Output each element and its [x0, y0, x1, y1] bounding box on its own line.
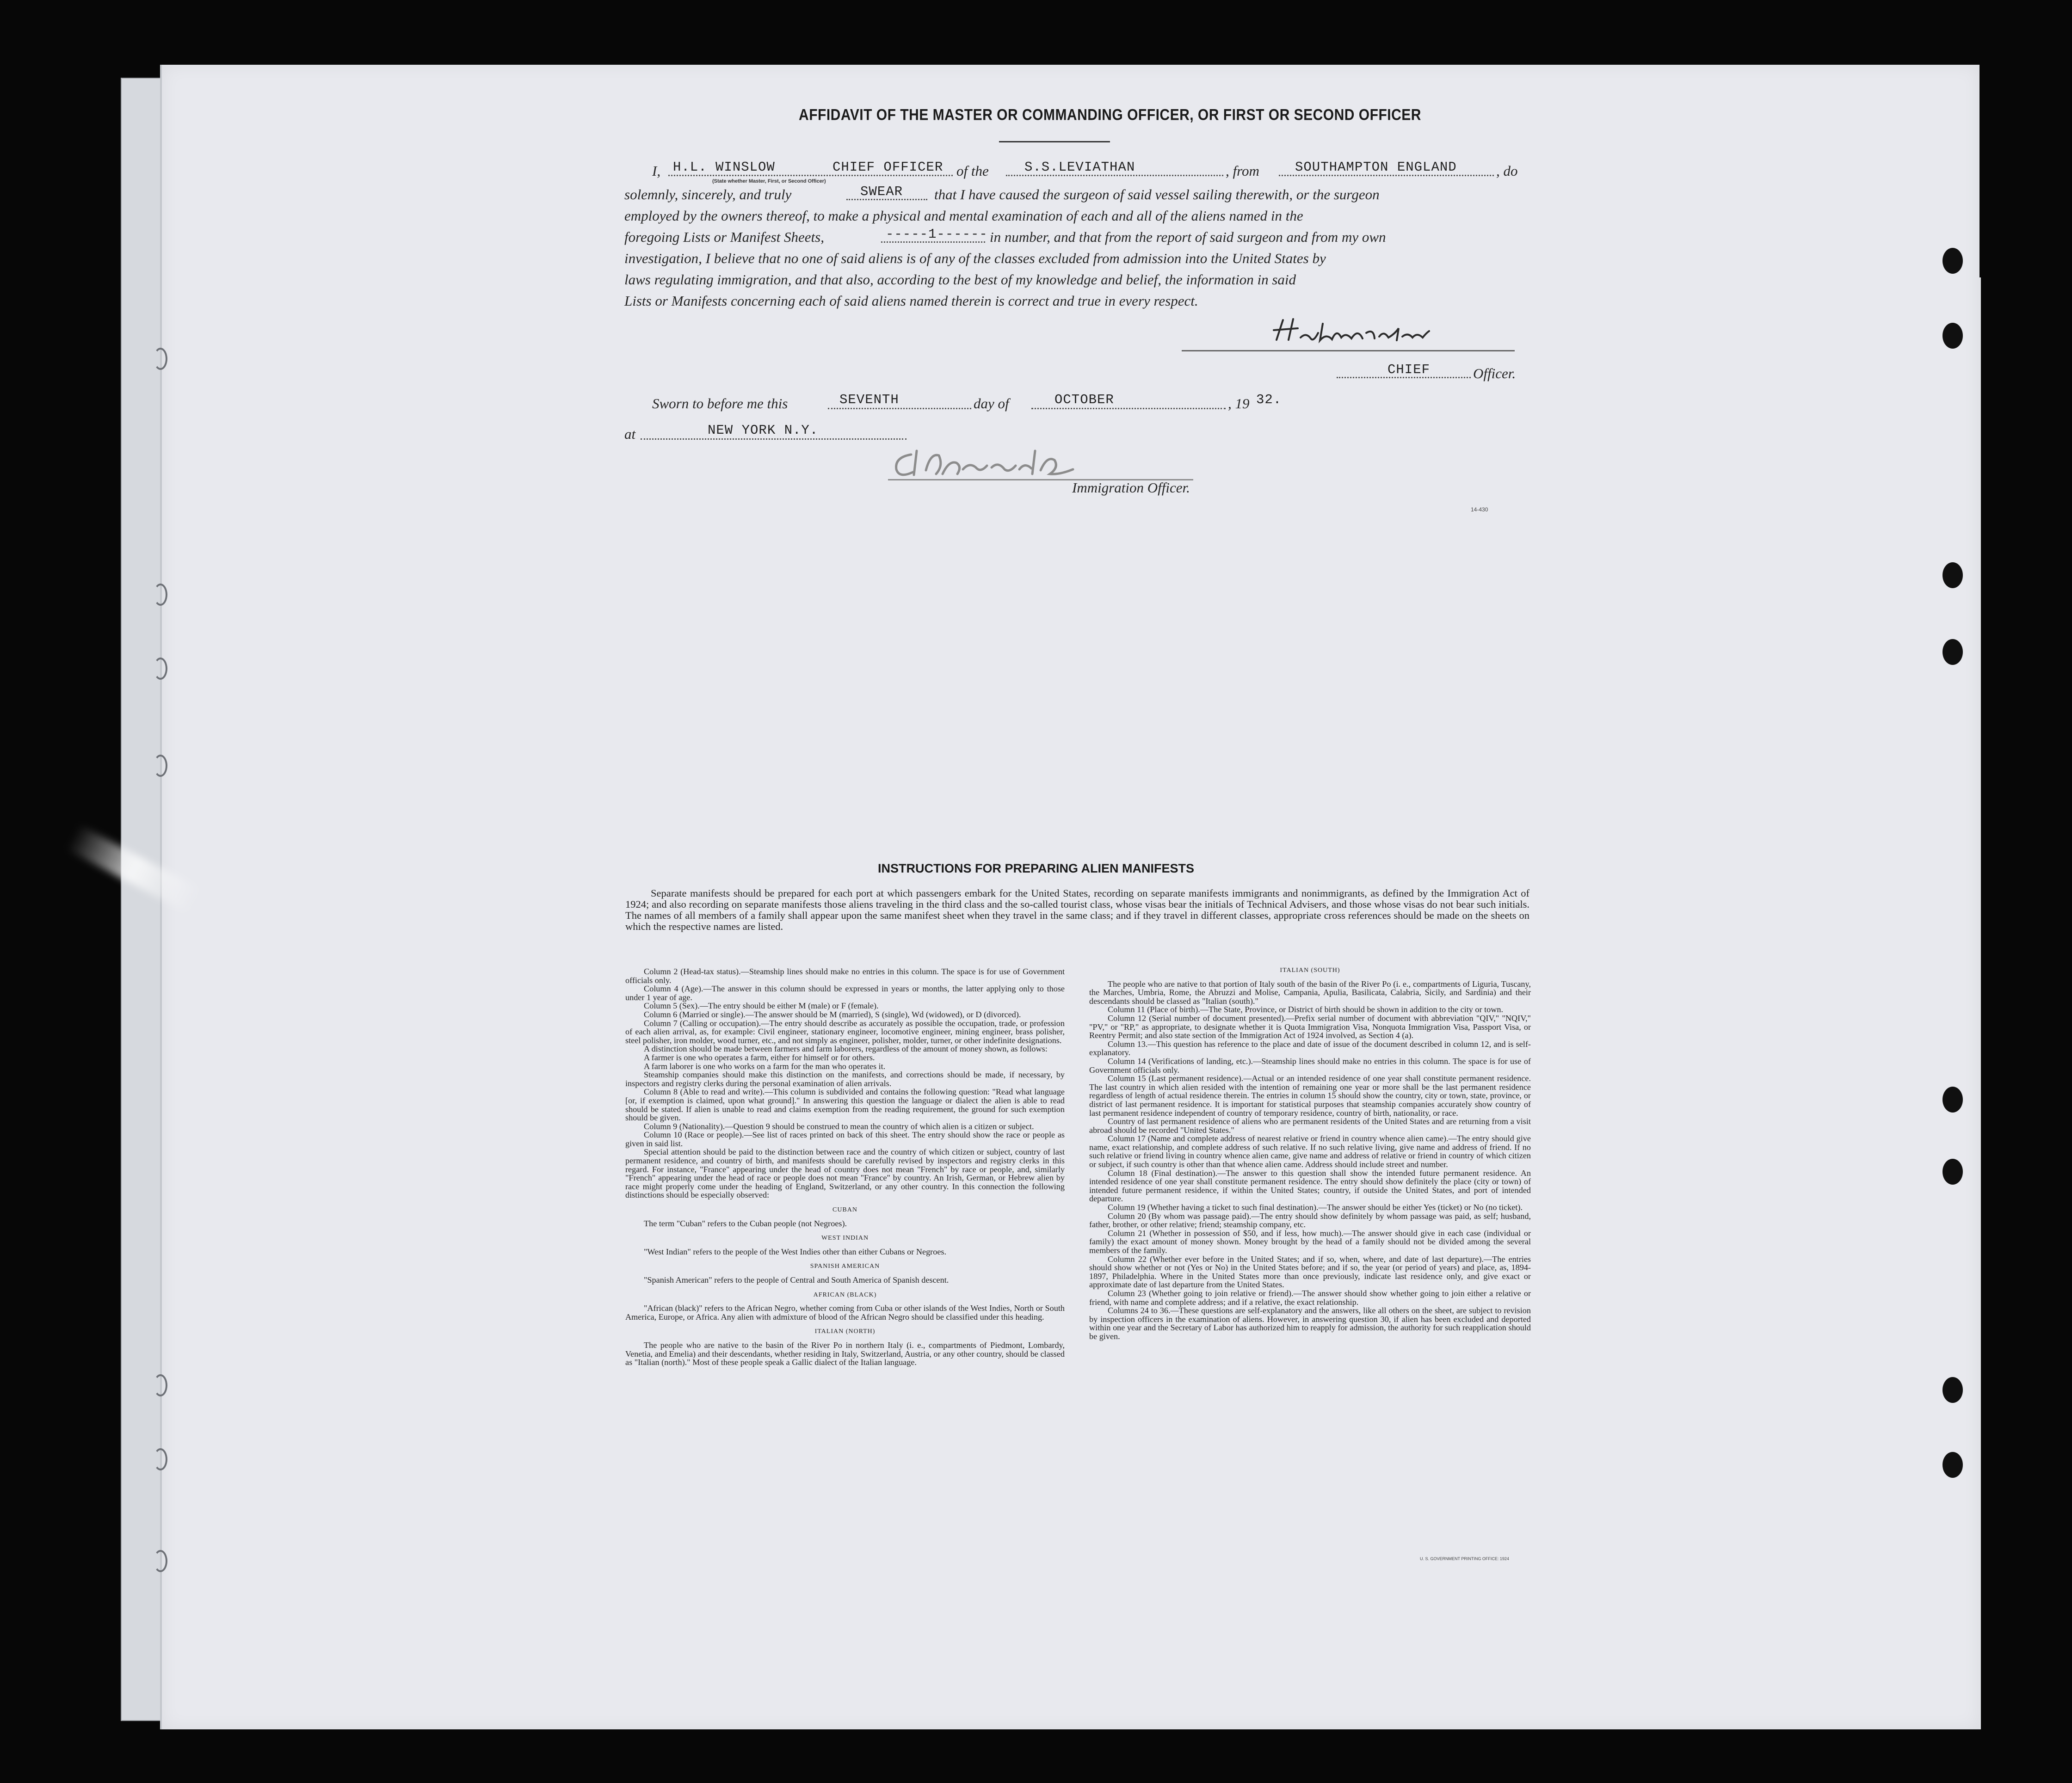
officer-rank-field: CHIEF OFFICER	[832, 160, 944, 175]
instruction-paragraph: Column 5 (Sex).—The entry should be either M (male) or F (female).	[644, 1001, 879, 1011]
punch-hole-left	[154, 584, 167, 606]
affidavit-text: solemnly, sincerely, and truly	[624, 186, 792, 203]
punch-hole-right	[1942, 1377, 1963, 1403]
form-number: 14-430	[1471, 506, 1488, 513]
punch-hole-left	[154, 348, 167, 370]
instruction-paragraph: Column 22 (Whether ever before in the United States; and if so, when, where, and date of last departure).—The entries should show whether or not (Yes or No) in the United States before; and if so, the year (or period of years) and place, as, 1894-1897, Philadelphia. Where in the United States more than once previously, indicate last residence only, and give exact or approximate date of last departure from the United States.	[1089, 1254, 1531, 1290]
section-heading: ITALIAN (NORTH)	[814, 1328, 876, 1335]
section-heading: AFRICAN (BLACK)	[813, 1291, 877, 1298]
officer-name-field: H.L. WINSLOW	[673, 160, 775, 175]
instruction-paragraph: Column 9 (Nationality).—Question 9 should be construed to mean the country of which alien is a citizen or subject.	[644, 1121, 1034, 1131]
instruction-paragraph: Column 14 (Verifications of landing, etc.).—Steamship lines should make no entries in this column. The space is for use of Government officials only.	[1089, 1056, 1531, 1075]
punch-hole-right	[1942, 562, 1963, 588]
fill-line	[668, 175, 953, 176]
officer-rank-signature: CHIEF	[1388, 362, 1431, 377]
printer-imprint: U. S. GOVERNMENT PRINTING OFFICE: 1924	[1420, 1556, 1509, 1561]
instruction-paragraph: Column 6 (Married or single).—The answer should be M (married), S (single), Wd (widowed), or D (divorced).	[644, 1009, 1021, 1019]
fill-line	[846, 199, 927, 200]
instruction-paragraph: Column 4 (Age).—The answer in this column should be expressed in years or months, the latter applying only to those under 1 year of age.	[625, 984, 1065, 1002]
instructions-left-column	[625, 967, 1065, 1367]
instruction-paragraph: A distinction should be made between farmers and farm laborers, regardless of the amount of money shown, as follows:	[644, 1044, 1048, 1054]
officer-suffix: Officer.	[1473, 365, 1516, 381]
fill-line	[1337, 377, 1471, 378]
affidavit-text: Lists or Manifests concerning each of said aliens named therein is correct and true in every respect.	[624, 293, 1198, 309]
section-heading: WEST INDIAN	[821, 1235, 869, 1242]
sworn-year-field: 32.	[1256, 392, 1282, 407]
punch-hole-right	[1942, 323, 1963, 349]
oath-field: SWEAR	[860, 184, 903, 199]
section-text: "Spanish American" refers to the people of Central and South America of Spanish descent.	[644, 1275, 949, 1285]
affidavit-of-the: of the	[956, 163, 989, 179]
rank-note: (State whether Master, First, or Second Officer)	[712, 178, 826, 184]
fill-line	[1279, 175, 1494, 176]
section-text: "African (black)" refers to the African Negro, whether coming from Cuba or other islands of the West Indies, North or South America, Europe, or Africa. Any alien with admixture of blood of the African Negro should be classified under this heading.	[625, 1303, 1065, 1322]
affidavit-text: investigation, I believe that no one of said aliens is of any of the classes excluded from admission into the United States by	[624, 250, 1326, 266]
affidavit-text: that I have caused the surgeon of said vessel sailing therewith, or the surgeon	[934, 186, 1380, 203]
punch-hole-left	[154, 1374, 167, 1396]
sworn-day-field: SEVENTH	[839, 392, 899, 407]
instruction-paragraph: Column 19 (Whether having a ticket to such final destination).—The answer should be either Yes (ticket) or No (no ticket).	[1108, 1203, 1523, 1212]
section-text: "West Indian" refers to the people of the West Indies other than either Cubans or Negroes.	[644, 1247, 947, 1256]
affidavit-i: I,	[652, 163, 661, 179]
punch-hole-right	[1942, 639, 1963, 665]
instruction-paragraph: Column 12 (Serial number of document presented).—Prefix serial number of document with abbreviation "QIV," "NQIV," "PV," or "RP," as appropriate, to designate whether it is Quota Immigration Visa, Nonquota Immigration Visa, Passport Visa, or Reentry Permit; and also state section of the Immigration Act of 1924 involved, as Section 4 (a).	[1089, 1013, 1531, 1040]
affidavit-text: laws regulating immigration, and that also, according to the best of my knowledge and belief, the information in said	[624, 271, 1296, 288]
fill-line	[641, 438, 906, 440]
instruction-paragraph: Column 17 (Name and complete address of nearest relative or friend in country whence alien came).—The entry should give name, exact relationship, and complete address of such relative. If no such relative living, give name and address of friend. If no such relative or friend living in country whence alien came, give name and address of relative or friend in country of which citizen or subject, if such country is other than that whence alien came. Address should include street and number.	[1089, 1134, 1531, 1169]
sworn-year-prefix: , 19	[1228, 395, 1250, 412]
port-field: SOUTHAMPTON ENGLAND	[1295, 160, 1457, 175]
punch-hole-left	[154, 1448, 167, 1470]
punch-hole-right	[1942, 1452, 1963, 1478]
instruction-paragraph: Column 23 (Whether going to join relative or friend).—The answer should show whether going to join either a relative or friend, with name and complete address; and if a relative, the exact relationship.	[1089, 1288, 1531, 1307]
instruction-paragraph: Column 11 (Place of birth).—The State, Province, or District of birth should be shown in addition to the city or town.	[1108, 1005, 1504, 1014]
section-text: The term "Cuban" refers to the Cuban people (not Negroes).	[644, 1218, 847, 1228]
affidavit-text: in number, and that from the report of said surgeon and from my own	[990, 229, 1386, 245]
punch-hole-right	[1942, 1159, 1963, 1185]
instruction-paragraph: The people who are native to that portion of Italy south of the basin of the River Po (i. e., compartments of Liguria, Tuscany, the Marches, Umbria, Rome, the Abruzzi and Molise, Campania, Apulia, Basilicata, Calabria, Sicily, and Sardinia) and their descendants should be classed as "Italian (south)."	[1089, 979, 1531, 1006]
punch-hole-left	[154, 755, 167, 777]
instruction-paragraph: Column 20 (By whom was passage paid).—The entry should show definitely by whom passage was paid, as self; husband, father, brother, or other relative; friend; steamship company, etc.	[1089, 1211, 1531, 1230]
instruction-paragraph: Column 8 (Able to read and write).—This column is subdivided and contains the following question: "Read what language [or, if exemption is claimed, upon what ground]." In answering this question the language or dialect the alien is able to read should be stated. If alien is unable to read and claims exemption from the reading requirement, the ground for such exemption should be given.	[625, 1087, 1065, 1123]
instruction-paragraph: Column 15 (Last permanent residence).—Actual or an intended residence of one year shall constitute permanent residence. The last country in which alien resided with the intention of remaining one year or more shall be the last permanent residence regardless of length of actual residence therein. The entries in column 15 should show the country, city or town, state, province, or district of last permanent residence. It is important for statistical purposes that steamship companies accurately show country of last permanent residence independent of country of temporary residence, country of birth, nationality, or race.	[1089, 1074, 1531, 1118]
immigration-officer-label: Immigration Officer.	[1072, 480, 1190, 496]
sheet-count-field: -----1------	[886, 227, 988, 242]
officer-signature	[1267, 314, 1438, 351]
instruction-paragraph: Column 7 (Calling or occupation).—The entry should describe as accurately as possible the occupation, trade, or profession of each alien arrival, as, for example: Civil engineer, stationary engineer, locomotive engineer, mining engineer, brass polisher, steel polisher, iron molder, wood turner, etc., and not simply as engineer, polisher, molder, turner, or other indefinite designations.	[625, 1018, 1065, 1045]
punch-hole-left	[154, 658, 167, 680]
instruction-paragraph: Steamship companies should make this distinction on the manifests, and corrections should be made, if necessary, by inspectors and registry clerks during the personal examination of alien arrivals.	[625, 1070, 1065, 1088]
affidavit-title: AFFIDAVIT OF THE MASTER OR COMMANDING OFFICER, OR FIRST OR SECOND OFFICER	[799, 106, 1421, 124]
affidavit-do: , do	[1496, 163, 1518, 179]
instruction-paragraph: A farm laborer is one who works on a farm for the man who operates it.	[644, 1061, 886, 1071]
instruction-paragraph: Column 13.—This question has reference to the place and date of issue of the document described in column 12, and is self-explanatory.	[1089, 1039, 1531, 1058]
instruction-paragraph: Column 18 (Final destination).—The answer to this question shall show the intended future permanent residence. An intended residence of one year shall constitute permanent residence. The entry should show definitely the place (city or town) of intended future permanent residence, if within the United States; country, if outside the United States, and port of intended departure.	[1089, 1168, 1531, 1204]
sworn-at: at	[624, 426, 636, 442]
instruction-paragraph: Column 2 (Head-tax status).—Steamship lines should make no entries in this column. The space is for use of Government officials only.	[625, 967, 1065, 985]
affidavit-from: , from	[1226, 163, 1259, 179]
fill-line	[1006, 175, 1223, 176]
sworn-day-of: day of	[974, 395, 1009, 412]
sworn-month-field: OCTOBER	[1054, 392, 1114, 407]
vessel-field: S.S.LEVIATHAN	[1024, 160, 1135, 175]
instructions-title: INSTRUCTIONS FOR PREPARING ALIEN MANIFESTS	[877, 861, 1195, 875]
instructions-right-column	[1089, 966, 1531, 1341]
section-heading: ITALIAN (SOUTH)	[1280, 967, 1340, 974]
instruction-paragraph: Column 21 (Whether in possession of $50, and if less, how much).—The answer should give in each case (individual or family) the exact amount of money shown. Money brought by the head of a family should not be divided among the several members of the family.	[1089, 1228, 1531, 1255]
instructions-intro: Separate manifests should be prepared for each port at which passengers embark for the United States, recording on separate manifests immigrants and nonimmigrants, as defined by the Immigration Act of 1924; and also recording on separate manifests those aliens traveling in the third class and the so-called tourist class, whose visas bear the initials of Technical Advisers, and those whose visas do not bear such initials. The names of all members of a family shall appear upon the same manifest sheet when they travel in the same class; and if they travel in different classes, appropriate cross references should be made on the sheets on which the respective names are listed.	[625, 887, 1529, 932]
instruction-paragraph: Columns 24 to 36.—These questions are self-explanatory and the answers, like all others on the sheet, are subject to revision by inspection officers in the examination of aliens. However, in answering question 30, if alien has been excluded and deported within one year and the Secretary of Labor has authorized him to reapply for admission, the authority for such reapplication should be given.	[1089, 1306, 1531, 1341]
fill-line	[1031, 408, 1226, 409]
instruction-paragraph: Country of last permanent residence of aliens who are permanent residents of the United States and are returning from a visit abroad should be recorded "United States."	[1089, 1117, 1531, 1135]
immigration-officer-signature	[888, 442, 1082, 488]
punch-hole-right	[1942, 248, 1963, 274]
instruction-paragraph: Special attention should be paid to the distinction between race and the country of which citizen or subject, country of last permanent residence, and country of birth, and manifests should be carefully revised by inspectors and registry clerks in this regard. For instance, "France" appearing under the head of country does not mean "French" by race or people, and, similarly "French" appearing under the head of race or people does not mean "France" by country. An Irish, German, or Hebrew alien by race might properly come under the heading of England, Switzerland, or any other country. In this connection the following distinctions should be especially observed:	[625, 1147, 1065, 1200]
section-text: The people who are native to the basin of the River Po in northern Italy (i. e., compartments of Piedmont, Lombardy, Venetia, and Emelia) and their descendants, whether residing in Italy, Switzerland, Austria, or any other country, should be classed as "Italian (north)." Most of these people speak a Gallic dialect of the Italian language.	[625, 1340, 1065, 1367]
section-heading: SPANISH AMERICAN	[810, 1263, 880, 1270]
title-rule	[999, 141, 1110, 142]
sworn-place-field: NEW YORK N.Y.	[708, 423, 819, 438]
affidavit-text: employed by the owners thereof, to make a physical and mental examination of each and all of the aliens named in the	[624, 208, 1303, 224]
sworn-text: Sworn to before me this	[652, 395, 788, 412]
fill-line	[828, 408, 971, 409]
signature-line	[1182, 350, 1515, 351]
instruction-paragraph: A farmer is one who operates a farm, either for himself or for others.	[644, 1052, 875, 1062]
punch-hole-left	[154, 1550, 167, 1572]
punch-hole-right	[1942, 1087, 1963, 1113]
instruction-paragraph: Column 10 (Race or people).—See list of races printed on back of this sheet. The entry should show the race or people as given in said list.	[625, 1130, 1065, 1148]
fill-line	[881, 241, 985, 243]
section-heading: CUBAN	[832, 1206, 857, 1214]
affidavit-text: foregoing Lists or Manifest Sheets,	[624, 229, 824, 245]
